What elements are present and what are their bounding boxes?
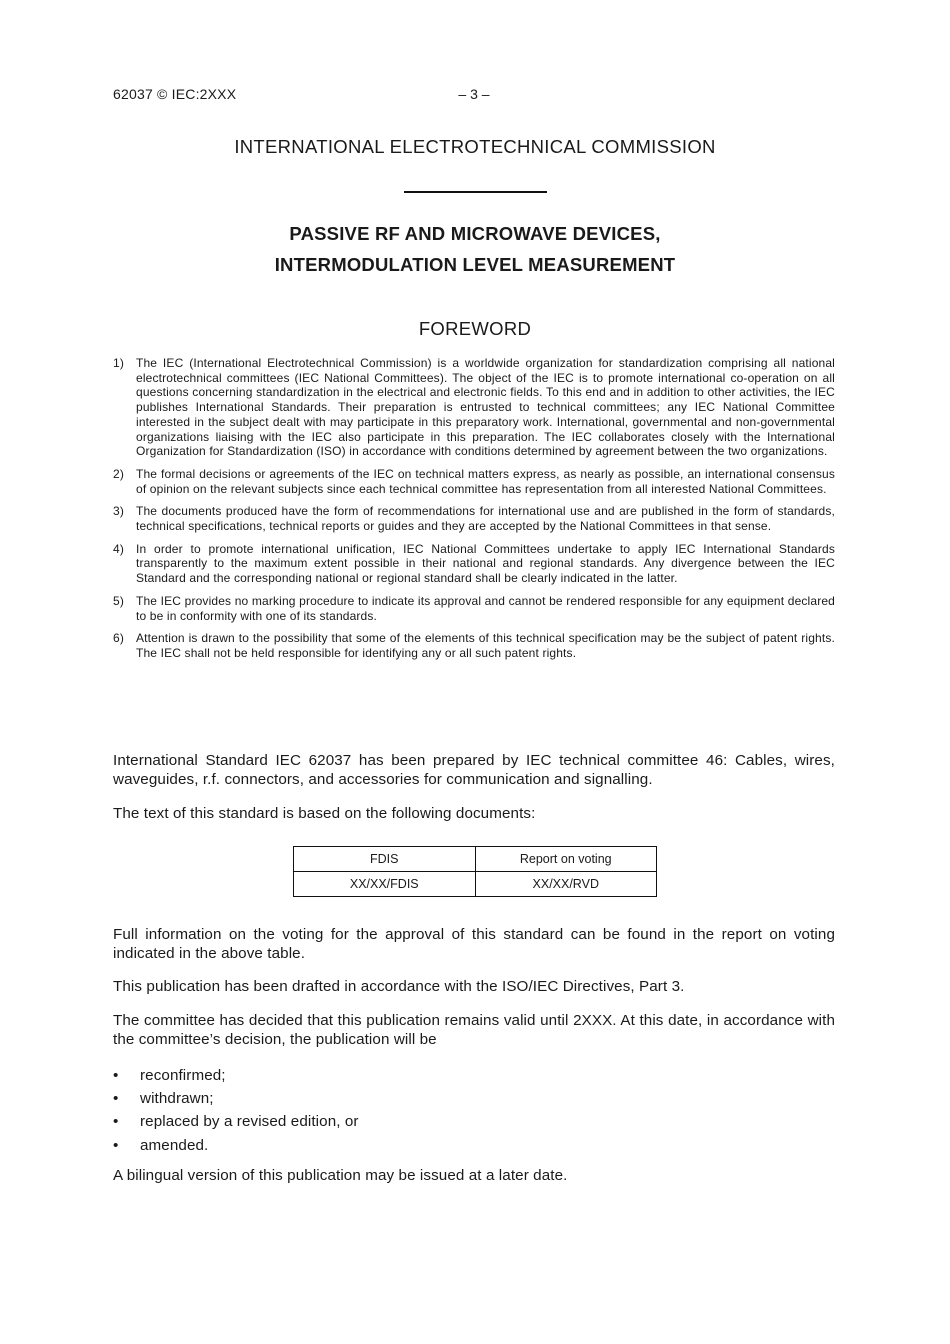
- list-item: [113, 1064, 835, 1087]
- foreword-item-number: 2): [113, 466, 124, 481]
- foreword-item-text: In order to promote international unification, IEC National Committees undertake to apply IEC International Standards transparently to the maximum extent possible in their national and regional standards. Any divergence between the IEC Standard and the corresponding national or regional standard shall be clearly indicated in the latter.: [136, 541, 835, 586]
- list-item: [113, 1110, 835, 1133]
- list-item-text: withdrawn;: [140, 1090, 214, 1108]
- bilingual-paragraph: A bilingual version of this publication may be issued at a later date.: [113, 1167, 568, 1184]
- table-cell-fdis: XX/XX/FDIS: [294, 872, 476, 897]
- foreword-item: [113, 594, 835, 623]
- foreword-item: [113, 631, 835, 660]
- committee-decision-paragraph: The committee has decided that this publication remains valid until 2XXX. At this date, in accordance with the committee’s decision, the publication will be: [113, 1012, 835, 1048]
- foreword-item: [113, 542, 835, 586]
- voting-documents-table: [293, 846, 657, 897]
- bullet-icon: •: [113, 1090, 119, 1108]
- foreword-item-number: 3): [113, 504, 124, 519]
- voting-info-paragraph: Full information on the voting for the approval of this standard can be found in the report on voting indicated in the above table.: [113, 926, 835, 962]
- list-item-text: amended.: [140, 1136, 209, 1154]
- title-line-2: INTERMODULATION LEVEL MEASUREMENT: [274, 254, 676, 275]
- drafted-paragraph: This publication has been drafted in accordance with the ISO/IEC Directives, Part 3.: [113, 978, 685, 995]
- foreword-item-text: Attention is drawn to the possibility that some of the elements of this technical specification may be the subject of patent rights. The IEC shall not be held responsible for identifying any or all such patent rights.: [136, 631, 835, 660]
- foreword-item: [113, 504, 835, 533]
- document-reference: 62037 © IEC:2XXX: [113, 86, 237, 102]
- page-header: [113, 86, 835, 106]
- document-title: [0, 218, 950, 280]
- table-cell-rvd: XX/XX/RVD: [475, 872, 657, 897]
- list-item-text: reconfirmed;: [140, 1067, 226, 1084]
- foreword-item-number: 1): [113, 356, 124, 370]
- bullet-icon: •: [113, 1113, 119, 1131]
- foreword-item-text: The IEC provides no marking procedure to indicate its approval and cannot be rendered responsible for any equipment declared to be in conformity with one of its standards.: [136, 593, 835, 623]
- organization-name: INTERNATIONAL ELECTROTECHNICAL COMMISSION: [234, 136, 716, 157]
- table-row: [294, 872, 657, 897]
- title-line-1: PASSIVE RF AND MICROWAVE DEVICES,: [289, 223, 661, 244]
- table-header-report-on-voting: Report on voting: [475, 847, 657, 872]
- foreword-item-number: 6): [113, 631, 124, 646]
- list-item: [113, 1087, 835, 1110]
- documents-intro-paragraph: The text of this standard is based on the following documents:: [113, 805, 536, 822]
- bullet-list: [113, 1064, 835, 1157]
- foreword-item-number: 5): [113, 593, 124, 608]
- foreword-item-text: The formal decisions or agreements of the IEC on technical matters express, as nearly as possible, an international consensus of opinion on the relevant subjects since each technical committee has representation from all interested National Committees.: [136, 466, 835, 496]
- foreword-item-number: 4): [113, 541, 124, 556]
- foreword-item: [113, 356, 835, 459]
- bullet-icon: •: [113, 1136, 119, 1154]
- foreword-list: [113, 356, 835, 669]
- bullet-icon: •: [113, 1067, 119, 1084]
- table-header-fdis: FDIS: [294, 847, 476, 872]
- foreword-item: [113, 467, 835, 496]
- foreword-item-text: The documents produced have the form of recommendations for international use and are published in the form of standards, technical specifications, technical reports or guides and they are accepted by the National Committees in that sense.: [136, 504, 835, 534]
- table-header-row: [294, 847, 657, 872]
- title-divider: [404, 191, 547, 193]
- intro-paragraph: International Standard IEC 62037 has been prepared by IEC technical committee 46: Cables, wires, waveguides, r.f. connectors, and accessories for communication and signalling.: [113, 752, 835, 788]
- list-item-text: replaced by a revised edition, or: [140, 1113, 359, 1131]
- foreword-item-text: The IEC (International Electrotechnical Commission) is a worldwide organization for standardization comprising all national electrotechnical committees (IEC National Committees). The object of the IEC is to promote international co-operation on all questions concerning standardization in the electrical and electronic fields. To this end and in addition to other activities, the IEC publishes International Standards. Their preparation is entrusted to technical committees; any IEC National Committee interested in the subject dealt with may participate in this preparatory work. International, governmental and non-governmental organizations liaising with the IEC also participate in this preparation. The IEC collaborates closely with the International Organization for Standardization (ISO) in accordance with conditions determined by agreement between the two organizations.: [136, 356, 835, 459]
- foreword-heading: FOREWORD: [418, 318, 532, 339]
- list-item: [113, 1134, 835, 1157]
- page-number: – 3 –: [458, 86, 490, 102]
